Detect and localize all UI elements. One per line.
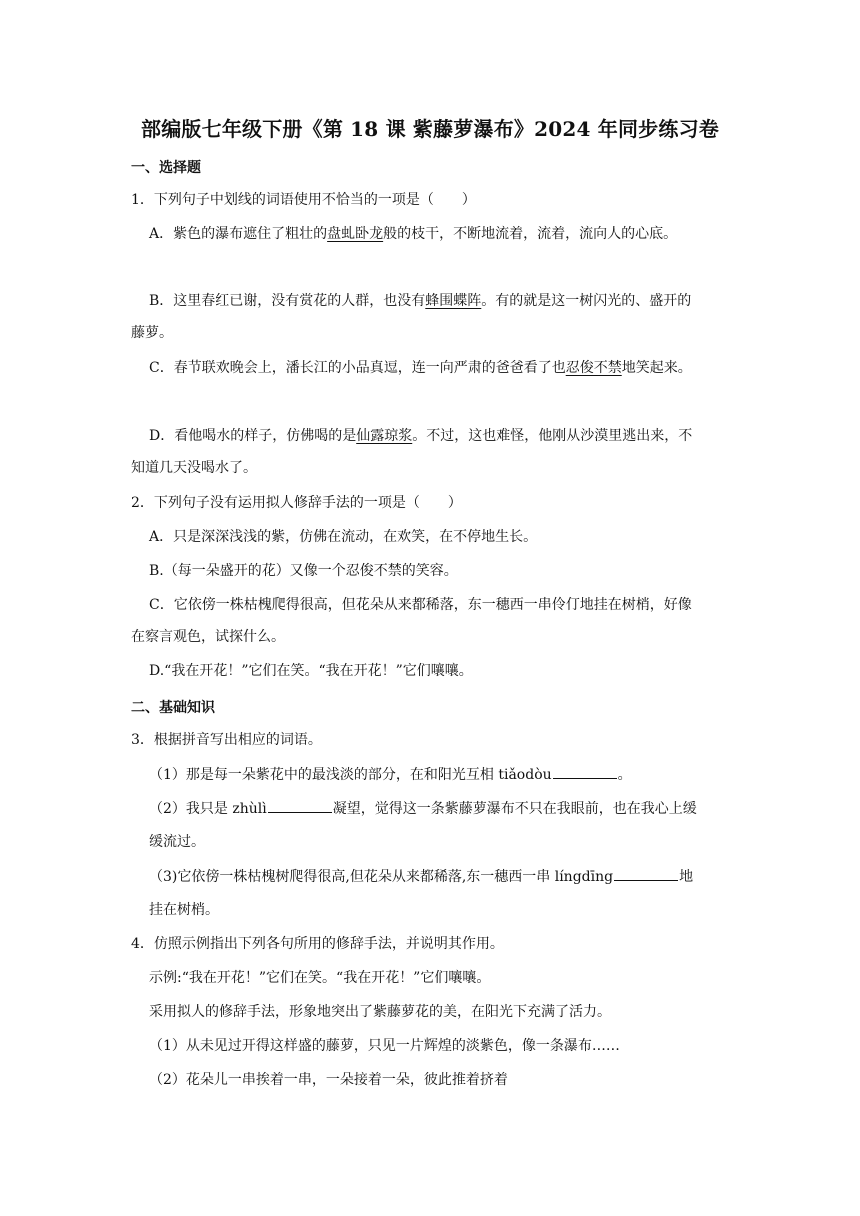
question-1-option-c: C．春节联欢晚会上，潘长江的小品真逗，连一向严肃的爸爸看了也忍俊不禁地笑起来。 xyxy=(149,360,692,376)
question-4-part-1: （1）从未见过开得这样盛的藤萝，只见一片辉煌的淡紫色，像一条瀑布…… xyxy=(149,1038,620,1054)
question-2-option-c: C．它依傍一株枯槐爬得很高，但花朵从来都稀落，东一穗西一串伶仃地挂在树梢，好像 xyxy=(149,597,692,613)
question-3-stem: 3．根据拼音写出相应的词语。 xyxy=(131,732,322,748)
question-1-option-d-continued: 知道几天没喝水了。 xyxy=(131,460,257,476)
question-3-part-3-continued: 挂在树梢。 xyxy=(149,902,219,918)
question-1-stem: 1．下列句子中划线的词语使用不恰当的一项是（ ） xyxy=(131,192,476,208)
page-title: 部编版七年级下册《第 18 课 紫藤萝瀑布》2024 年同步练习卷 xyxy=(141,117,719,141)
underlined-term: 忍俊不禁 xyxy=(565,360,622,376)
question-3-part-2-continued: 缓流过。 xyxy=(149,834,205,850)
underlined-term: 蜂围蝶阵 xyxy=(425,293,482,309)
question-3-part-3: （3)它依傍一株枯槐树爬得很高,但花朵从来都稀落,东一穗西一串 língdīng 地 xyxy=(149,866,693,887)
section-heading-choice: 一、选择题 xyxy=(131,160,201,176)
section-heading-basic: 二、基础知识 xyxy=(131,700,215,716)
question-2-option-d: D.“我在开花！”它们在笑。“我在开花！”它们嚷嚷。 xyxy=(149,663,473,679)
question-1-option-a: A．紫色的瀑布遮住了粗壮的盘虬卧龙般的枝干，不断地流着，流着，流向人的心底。 xyxy=(149,226,678,242)
question-3-part-2: （2）我只是 zhùlì 凝望，觉得这一条紫藤萝瀑布不只在我眼前，也在我心上缓 xyxy=(149,798,697,819)
answer-blank[interactable] xyxy=(553,764,617,779)
answer-blank[interactable] xyxy=(614,866,678,881)
question-1-option-b: B．这里春红已谢，没有赏花的人群，也没有蜂围蝶阵。有的就是这一树闪光的、盛开的 xyxy=(149,293,692,309)
question-4-example: 示例:“我在开花！”它们在笑。“我在开花！”它们嚷嚷。 xyxy=(149,970,491,986)
underlined-term: 仙露琼浆 xyxy=(356,428,413,444)
question-4-stem: 4．仿照示例指出下列各句所用的修辞手法，并说明其作用。 xyxy=(131,936,504,952)
underlined-term: 盘虬卧龙 xyxy=(327,226,384,242)
question-4-part-2: （2）花朵儿一串挨着一串，一朵接着一朵，彼此推着挤着 xyxy=(149,1072,508,1088)
answer-blank[interactable] xyxy=(268,798,332,813)
question-1-option-d: D．看他喝水的样子，仿佛喝的是仙露琼浆。不过，这也难怪，他刚从沙漠里逃出来，不 xyxy=(149,428,693,444)
question-2-option-c-continued: 在察言观色，试探什么。 xyxy=(131,629,285,645)
question-2-stem: 2．下列句子没有运用拟人修辞手法的一项是（ ） xyxy=(131,495,462,511)
question-2-option-a: A．只是深深浅浅的紫，仿佛在流动，在欢笑，在不停地生长。 xyxy=(149,529,538,545)
question-4-example-answer: 采用拟人的修辞手法，形象地突出了紫藤萝花的美，在阳光下充满了活力。 xyxy=(149,1004,611,1020)
question-3-part-1: （1）那是每一朵紫花中的最浅淡的部分，在和阳光互相 tiǎodòu 。 xyxy=(149,764,632,785)
question-2-option-b: B.（每一朵盛开的花）又像一个忍俊不禁的笑容。 xyxy=(149,563,458,579)
question-1-option-b-continued: 藤萝。 xyxy=(131,325,173,341)
